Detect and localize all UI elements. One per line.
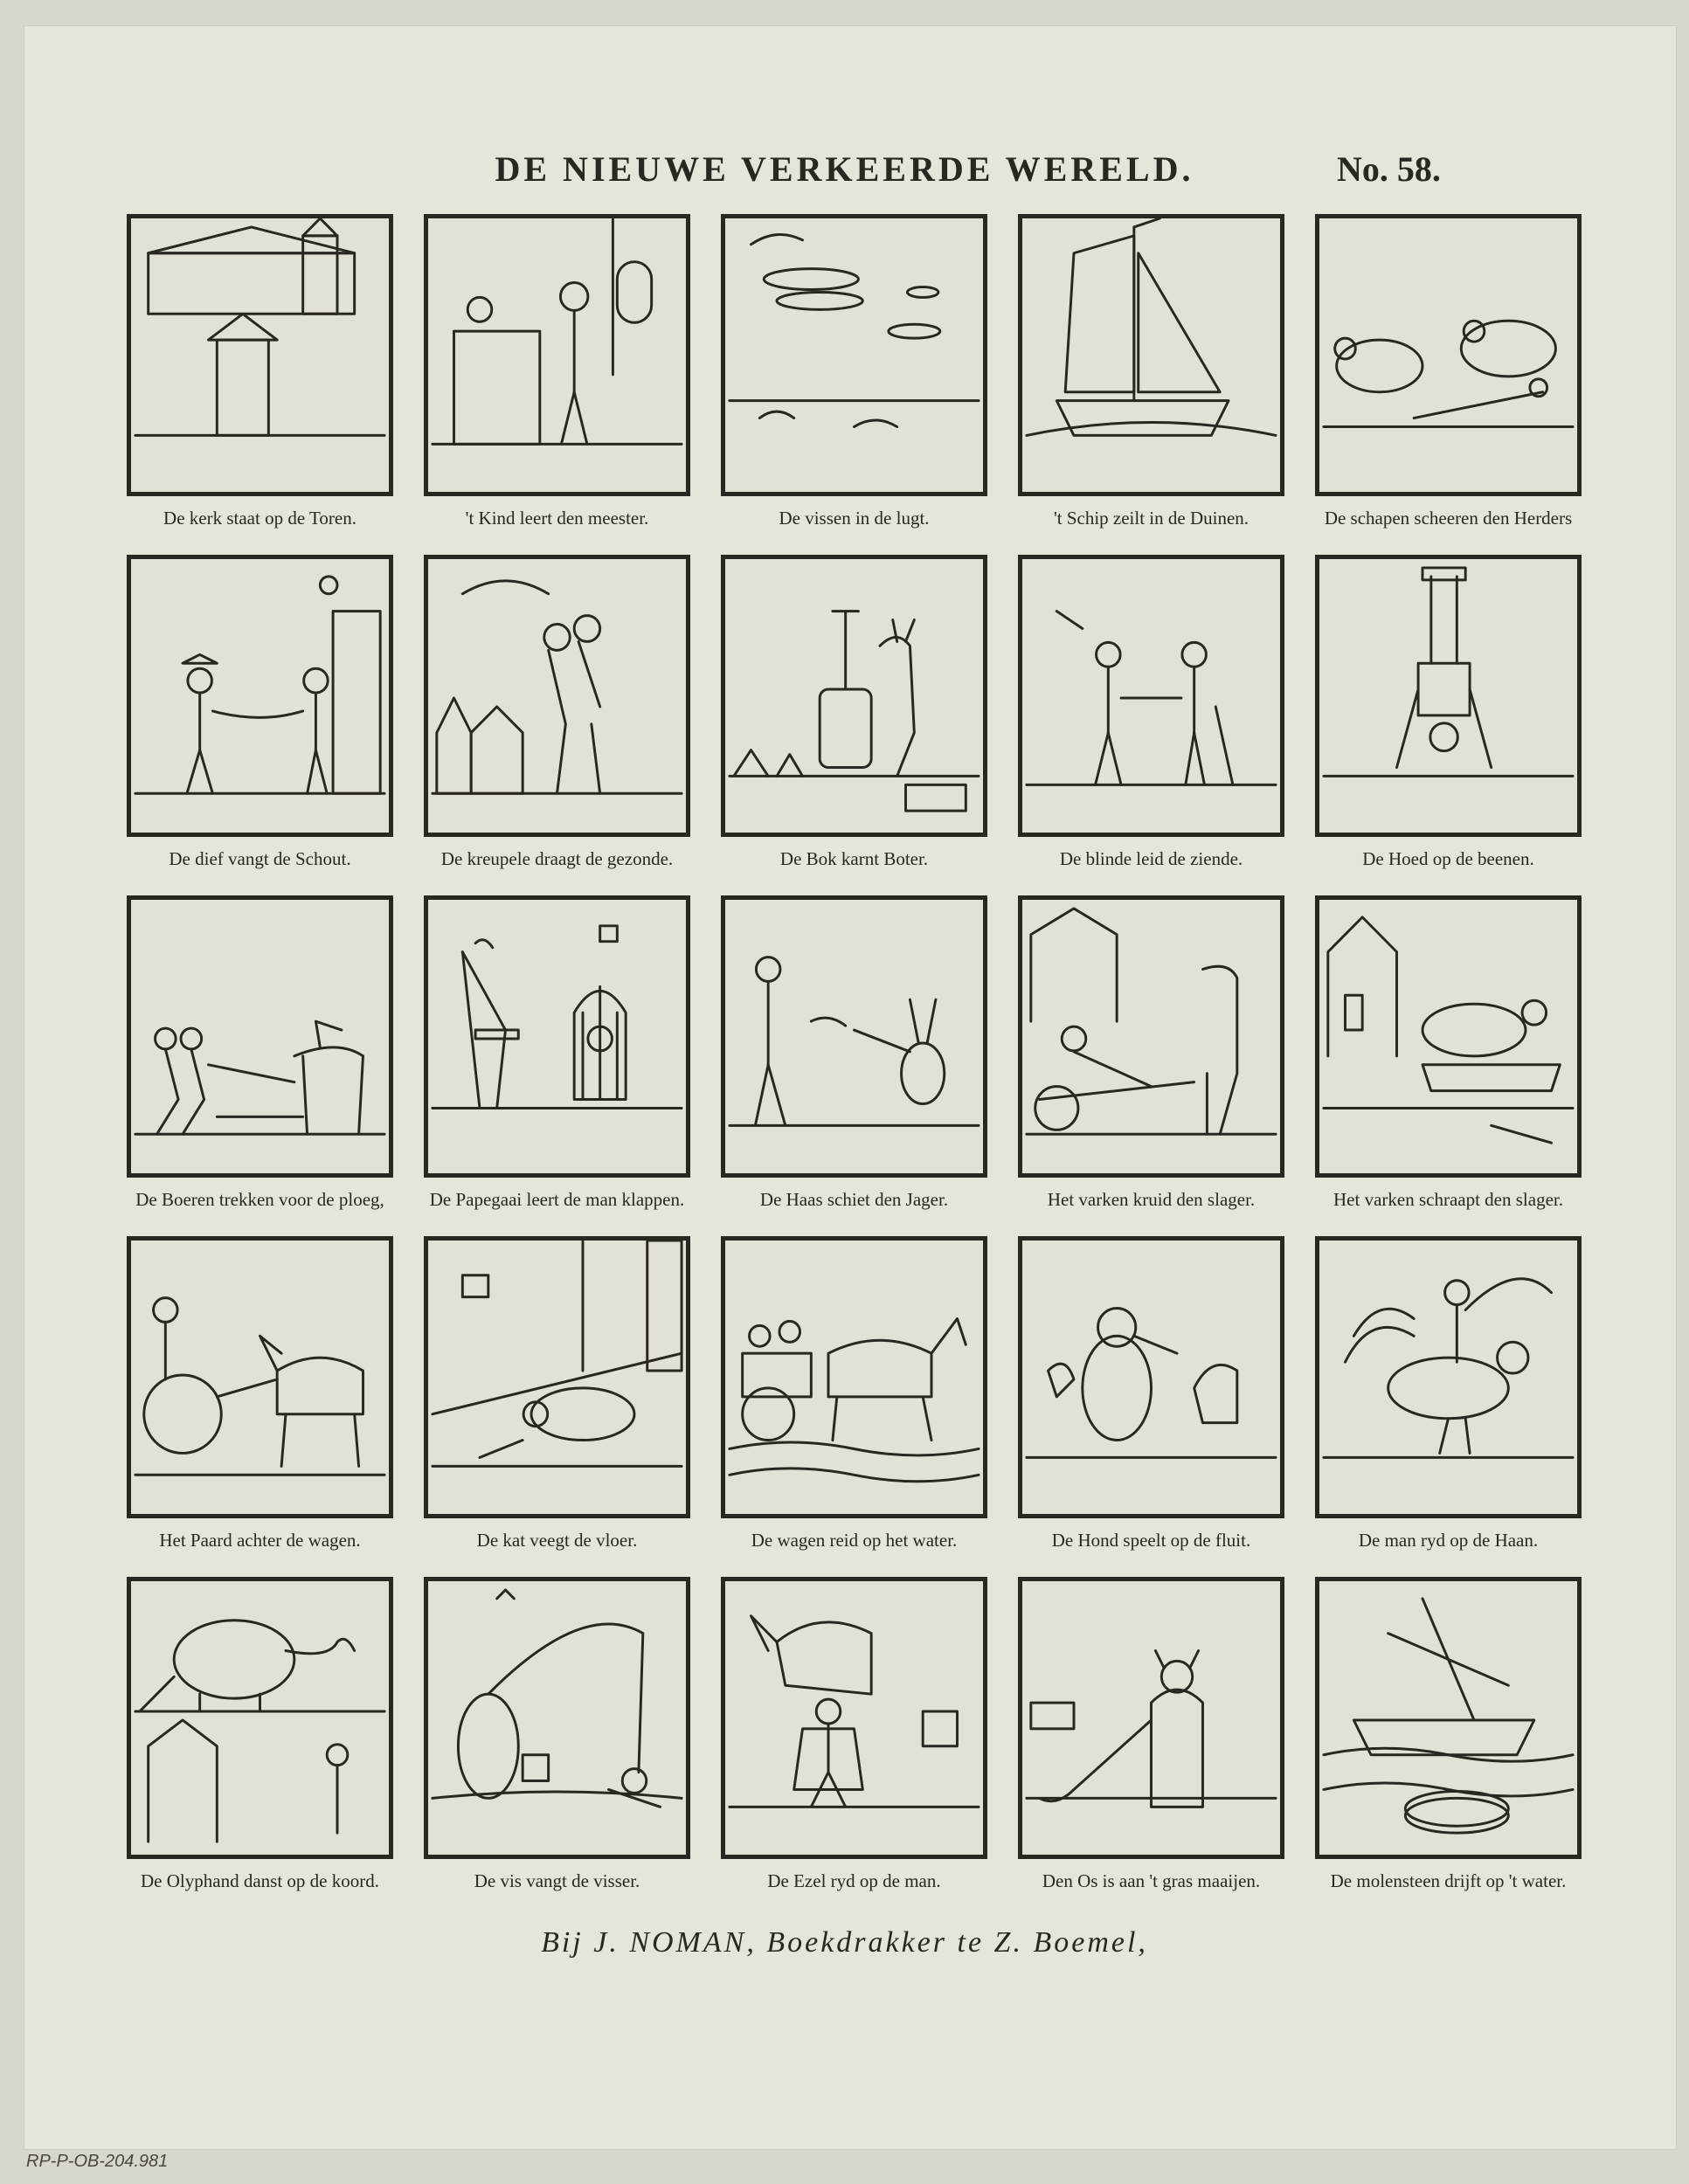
woodcut-frame — [424, 1577, 690, 1859]
panel-13 — [721, 895, 987, 1210]
ship-in-dunes-icon — [1022, 218, 1280, 492]
panel-18 — [721, 1236, 987, 1551]
child-teaches-master-icon — [428, 218, 686, 492]
panel-caption: De molensteen drijft op 't water. — [1330, 1870, 1567, 1891]
woodcut-frame — [1018, 555, 1284, 837]
woodcut-frame — [721, 1577, 987, 1859]
panel-10 — [1315, 555, 1582, 869]
panel-caption: Het varken kruid den slager. — [1047, 1189, 1256, 1210]
sheep-shear-shepherd-icon — [1319, 218, 1577, 492]
panel-caption: Den Os is aan 't gras maaijen. — [1042, 1870, 1261, 1891]
panel-22 — [424, 1577, 690, 1891]
panel-caption: De schapen scheeren den Herders — [1324, 508, 1573, 529]
ox-mows-grass-icon — [1022, 1581, 1280, 1855]
hare-shoots-hunter-icon — [725, 900, 983, 1173]
goat-churns-butter-icon — [725, 559, 983, 833]
panel-caption: De blinde leid de ziende. — [1059, 848, 1243, 869]
panel-caption: De Bok karnt Boter. — [779, 848, 929, 869]
woodcut-frame — [1315, 555, 1582, 837]
print-number: No. 58. — [1337, 149, 1441, 189]
woodcut-frame — [1315, 1236, 1582, 1518]
panel-grid — [127, 214, 1582, 1891]
panel-19 — [1018, 1236, 1284, 1551]
panel-16 — [127, 1236, 393, 1551]
thief-catches-sheriff-icon — [131, 559, 389, 833]
woodcut-frame — [1315, 1577, 1582, 1859]
elephant-tightrope-icon — [131, 1581, 389, 1855]
panel-3 — [721, 214, 987, 529]
panel-caption: De vissen in de lugt. — [779, 508, 930, 529]
blind-leads-sighted-icon — [1022, 559, 1280, 833]
panel-9 — [1018, 555, 1284, 869]
woodcut-frame — [127, 1236, 393, 1518]
panel-25 — [1315, 1577, 1582, 1891]
panel-caption: De Papegaai leert de man klappen. — [429, 1189, 685, 1210]
panel-caption: De Boeren trekken voor de ploeg, — [135, 1189, 384, 1210]
panel-caption: De Hond speelt op de fluit. — [1051, 1530, 1251, 1551]
cat-sweeps-floor-icon — [428, 1241, 686, 1514]
woodcut-frame — [424, 555, 690, 837]
church-on-tower-icon — [131, 218, 389, 492]
panel-5 — [1315, 214, 1582, 529]
inventory-number: RP-P-OB-204.981 — [26, 2152, 169, 2171]
farmers-pull-plough-icon — [131, 900, 389, 1173]
panel-caption: De Olyphand danst op de koord. — [141, 1870, 379, 1891]
panel-17 — [424, 1236, 690, 1551]
panel-7 — [424, 555, 690, 869]
horse-behind-cart-icon — [131, 1241, 389, 1514]
panel-23 — [721, 1577, 987, 1891]
panel-12 — [424, 895, 690, 1210]
woodcut-frame — [127, 895, 393, 1178]
pig-scrapes-butcher-icon — [1319, 900, 1577, 1173]
panel-6 — [127, 555, 393, 869]
woodcut-frame — [721, 555, 987, 837]
woodcut-frame — [721, 1236, 987, 1518]
panel-caption: De Ezel ryd op de man. — [767, 1870, 941, 1891]
panel-caption: De dief vangt de Schout. — [169, 848, 351, 869]
cripple-carries-healthy-icon — [428, 559, 686, 833]
man-rides-rooster-icon — [1319, 1241, 1577, 1514]
panel-2 — [424, 214, 690, 529]
woodcut-frame — [1018, 1236, 1284, 1518]
woodcut-frame — [127, 1577, 393, 1859]
panel-caption: De kreupele draagt de gezonde. — [440, 848, 674, 869]
woodcut-frame — [1018, 895, 1284, 1178]
panel-caption: 't Schip zeilt in de Duinen. — [1053, 508, 1249, 529]
panel-caption: De vis vangt de visser. — [474, 1870, 640, 1891]
panel-caption: De kat veegt de vloer. — [476, 1530, 638, 1551]
panel-21 — [127, 1577, 393, 1891]
hat-on-legs-icon — [1319, 559, 1577, 833]
panel-caption: De man ryd op de Haan. — [1358, 1530, 1539, 1551]
panel-caption: 't Kind leert den meester. — [465, 508, 649, 529]
publisher-imprint: Bij J. NOMAN, Boekdrakker te Z. Boemel, — [541, 1926, 1148, 1959]
fish-catches-fisher-icon — [428, 1581, 686, 1855]
fish-in-sky-icon — [725, 218, 983, 492]
panel-4 — [1018, 214, 1284, 529]
woodcut-frame — [721, 895, 987, 1178]
woodcut-frame — [1315, 214, 1582, 496]
cart-on-water-icon — [725, 1241, 983, 1514]
millstone-floats-icon — [1319, 1581, 1577, 1855]
panel-caption: Het varken schraapt den slager. — [1333, 1189, 1563, 1210]
woodcut-frame — [1315, 895, 1582, 1178]
woodcut-frame — [424, 1236, 690, 1518]
page-title: DE NIEUWE VERKEERDE WERELD. — [495, 149, 1194, 189]
panel-caption: Het Paard achter de wagen. — [159, 1530, 361, 1551]
panel-11 — [127, 895, 393, 1210]
woodcut-frame — [1018, 214, 1284, 496]
woodcut-frame — [424, 895, 690, 1178]
parrot-teaches-man-icon — [428, 900, 686, 1173]
panel-caption: De Hoed op de beenen. — [1362, 848, 1534, 869]
woodcut-frame — [721, 214, 987, 496]
panel-8 — [721, 555, 987, 869]
panel-14 — [1018, 895, 1284, 1210]
dog-plays-flute-icon — [1022, 1241, 1280, 1514]
panel-20 — [1315, 1236, 1582, 1551]
pig-wheels-butcher-icon — [1022, 900, 1280, 1173]
donkey-rides-man-icon — [725, 1581, 983, 1855]
panel-24 — [1018, 1577, 1284, 1891]
panel-caption: De kerk staat op de Toren. — [163, 508, 356, 529]
woodcut-frame — [127, 555, 393, 837]
panel-caption: De Haas schiet den Jager. — [759, 1189, 949, 1210]
woodcut-frame — [127, 214, 393, 496]
panel-1 — [127, 214, 393, 529]
panel-15 — [1315, 895, 1582, 1210]
woodcut-frame — [1018, 1577, 1284, 1859]
woodcut-frame — [424, 214, 690, 496]
panel-caption: De wagen reid op het water. — [751, 1530, 958, 1551]
